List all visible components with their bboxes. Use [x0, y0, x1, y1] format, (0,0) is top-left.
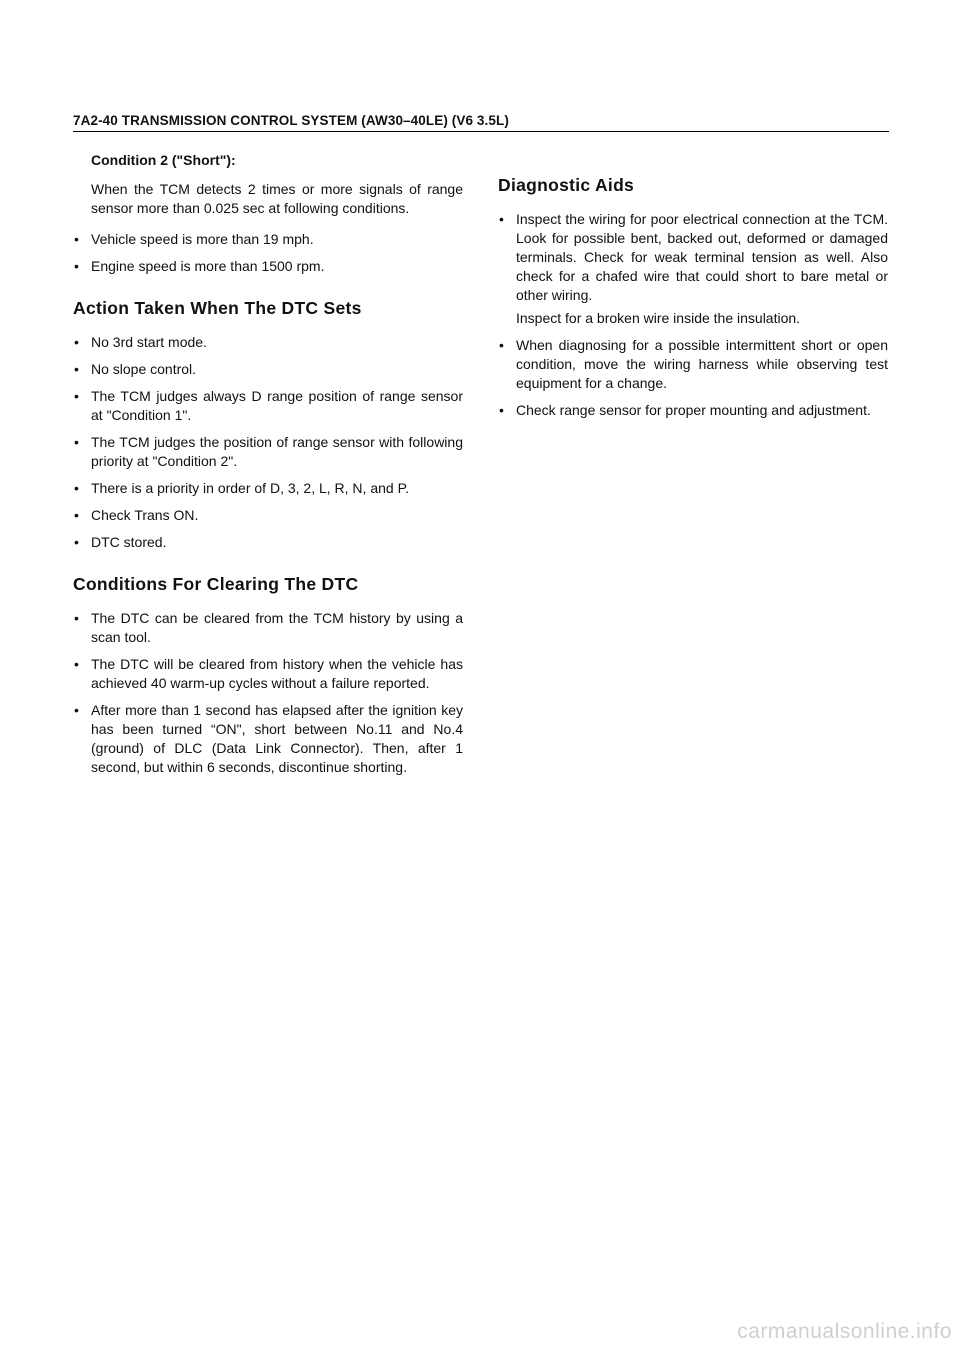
condition2-list	[73, 230, 463, 276]
bullet-icon: •	[499, 337, 504, 353]
list-item: • Check Trans ON.	[74, 507, 199, 523]
list-item: • Inspect the wiring for poor electrical connection at the TCM. Look for possible bent, backed out, deformed or damaged terminals. Check for weak terminal tension as well. Also check for a chafed wire that could short to bare metal or other wiring. Inspect for a broken wire inside the insulation.	[499, 211, 888, 326]
action-heading: Action Taken When The DTC Sets	[73, 298, 362, 318]
bullet-icon: •	[74, 507, 79, 523]
bullet-icon: •	[74, 702, 79, 718]
bullet-icon: •	[74, 231, 79, 247]
condition2-title: Condition 2 ("Short"):	[91, 152, 236, 168]
list-item: • There is a priority in order of D, 3, 2, L, R, N, and P.	[74, 480, 409, 496]
bullet-icon: •	[74, 480, 79, 496]
bullet-icon: •	[74, 334, 79, 350]
action-list	[73, 333, 463, 552]
list-item: • The DTC will be cleared from history when the vehicle has achieved 40 warm-up cycles without a failure reported.	[74, 656, 463, 691]
left-column	[73, 152, 463, 785]
bullet-icon: •	[74, 610, 79, 626]
list-item: • Check range sensor for proper mounting and adjustment.	[499, 402, 871, 418]
list-item: • DTC stored.	[74, 534, 167, 550]
list-item: • The DTC can be cleared from the TCM history by using a scan tool.	[74, 610, 463, 645]
bullet-icon: •	[74, 258, 79, 274]
right-column	[498, 175, 888, 428]
list-item: • After more than 1 second has elapsed after the ignition key has been turned “ON", short between No.11 and No.4 (ground) of DLC (Data Link Connector). Then, after 1 second, but within 6 seconds, discontinue shorting.	[74, 702, 463, 775]
bullet-icon: •	[74, 388, 79, 404]
bullet-icon: •	[499, 211, 504, 227]
bullet-icon: •	[74, 361, 79, 377]
watermark: carmanualsonline.info	[737, 1320, 952, 1343]
list-item: • No 3rd start mode.	[74, 334, 207, 350]
bullet-icon: •	[74, 434, 79, 450]
list-item: • Vehicle speed is more than 19 mph.	[74, 231, 314, 247]
bullet-icon: •	[74, 656, 79, 672]
diagnostic-aids-list	[498, 210, 888, 420]
list-item: • Engine speed is more than 1500 rpm.	[74, 258, 325, 274]
clearing-list	[73, 609, 463, 777]
page-header: 7A2-40 TRANSMISSION CONTROL SYSTEM (AW30–40LE) (V6 3.5L)	[73, 113, 889, 132]
list-item: • When diagnosing for a possible intermittent short or open condition, move the wiring harness while observing test equipment for a change.	[499, 337, 888, 391]
bullet-icon: •	[74, 534, 79, 550]
bullet-icon: •	[499, 402, 504, 418]
clearing-heading: Conditions For Clearing The DTC	[73, 574, 359, 594]
list-item: • No slope control.	[74, 361, 197, 377]
list-item: • The TCM judges always D range position of range sensor at "Condition 1".	[74, 388, 463, 423]
aids-subnote: Inspect for a broken wire inside the insulation.	[516, 310, 801, 326]
list-item: • The TCM judges the position of range sensor with following priority at "Condition 2".	[74, 434, 463, 469]
condition2-text: When the TCM detects 2 times or more signals of range sensor more than 0.025 sec at following conditions.	[91, 181, 463, 216]
diagnostic-aids-heading: Diagnostic Aids	[498, 175, 635, 195]
